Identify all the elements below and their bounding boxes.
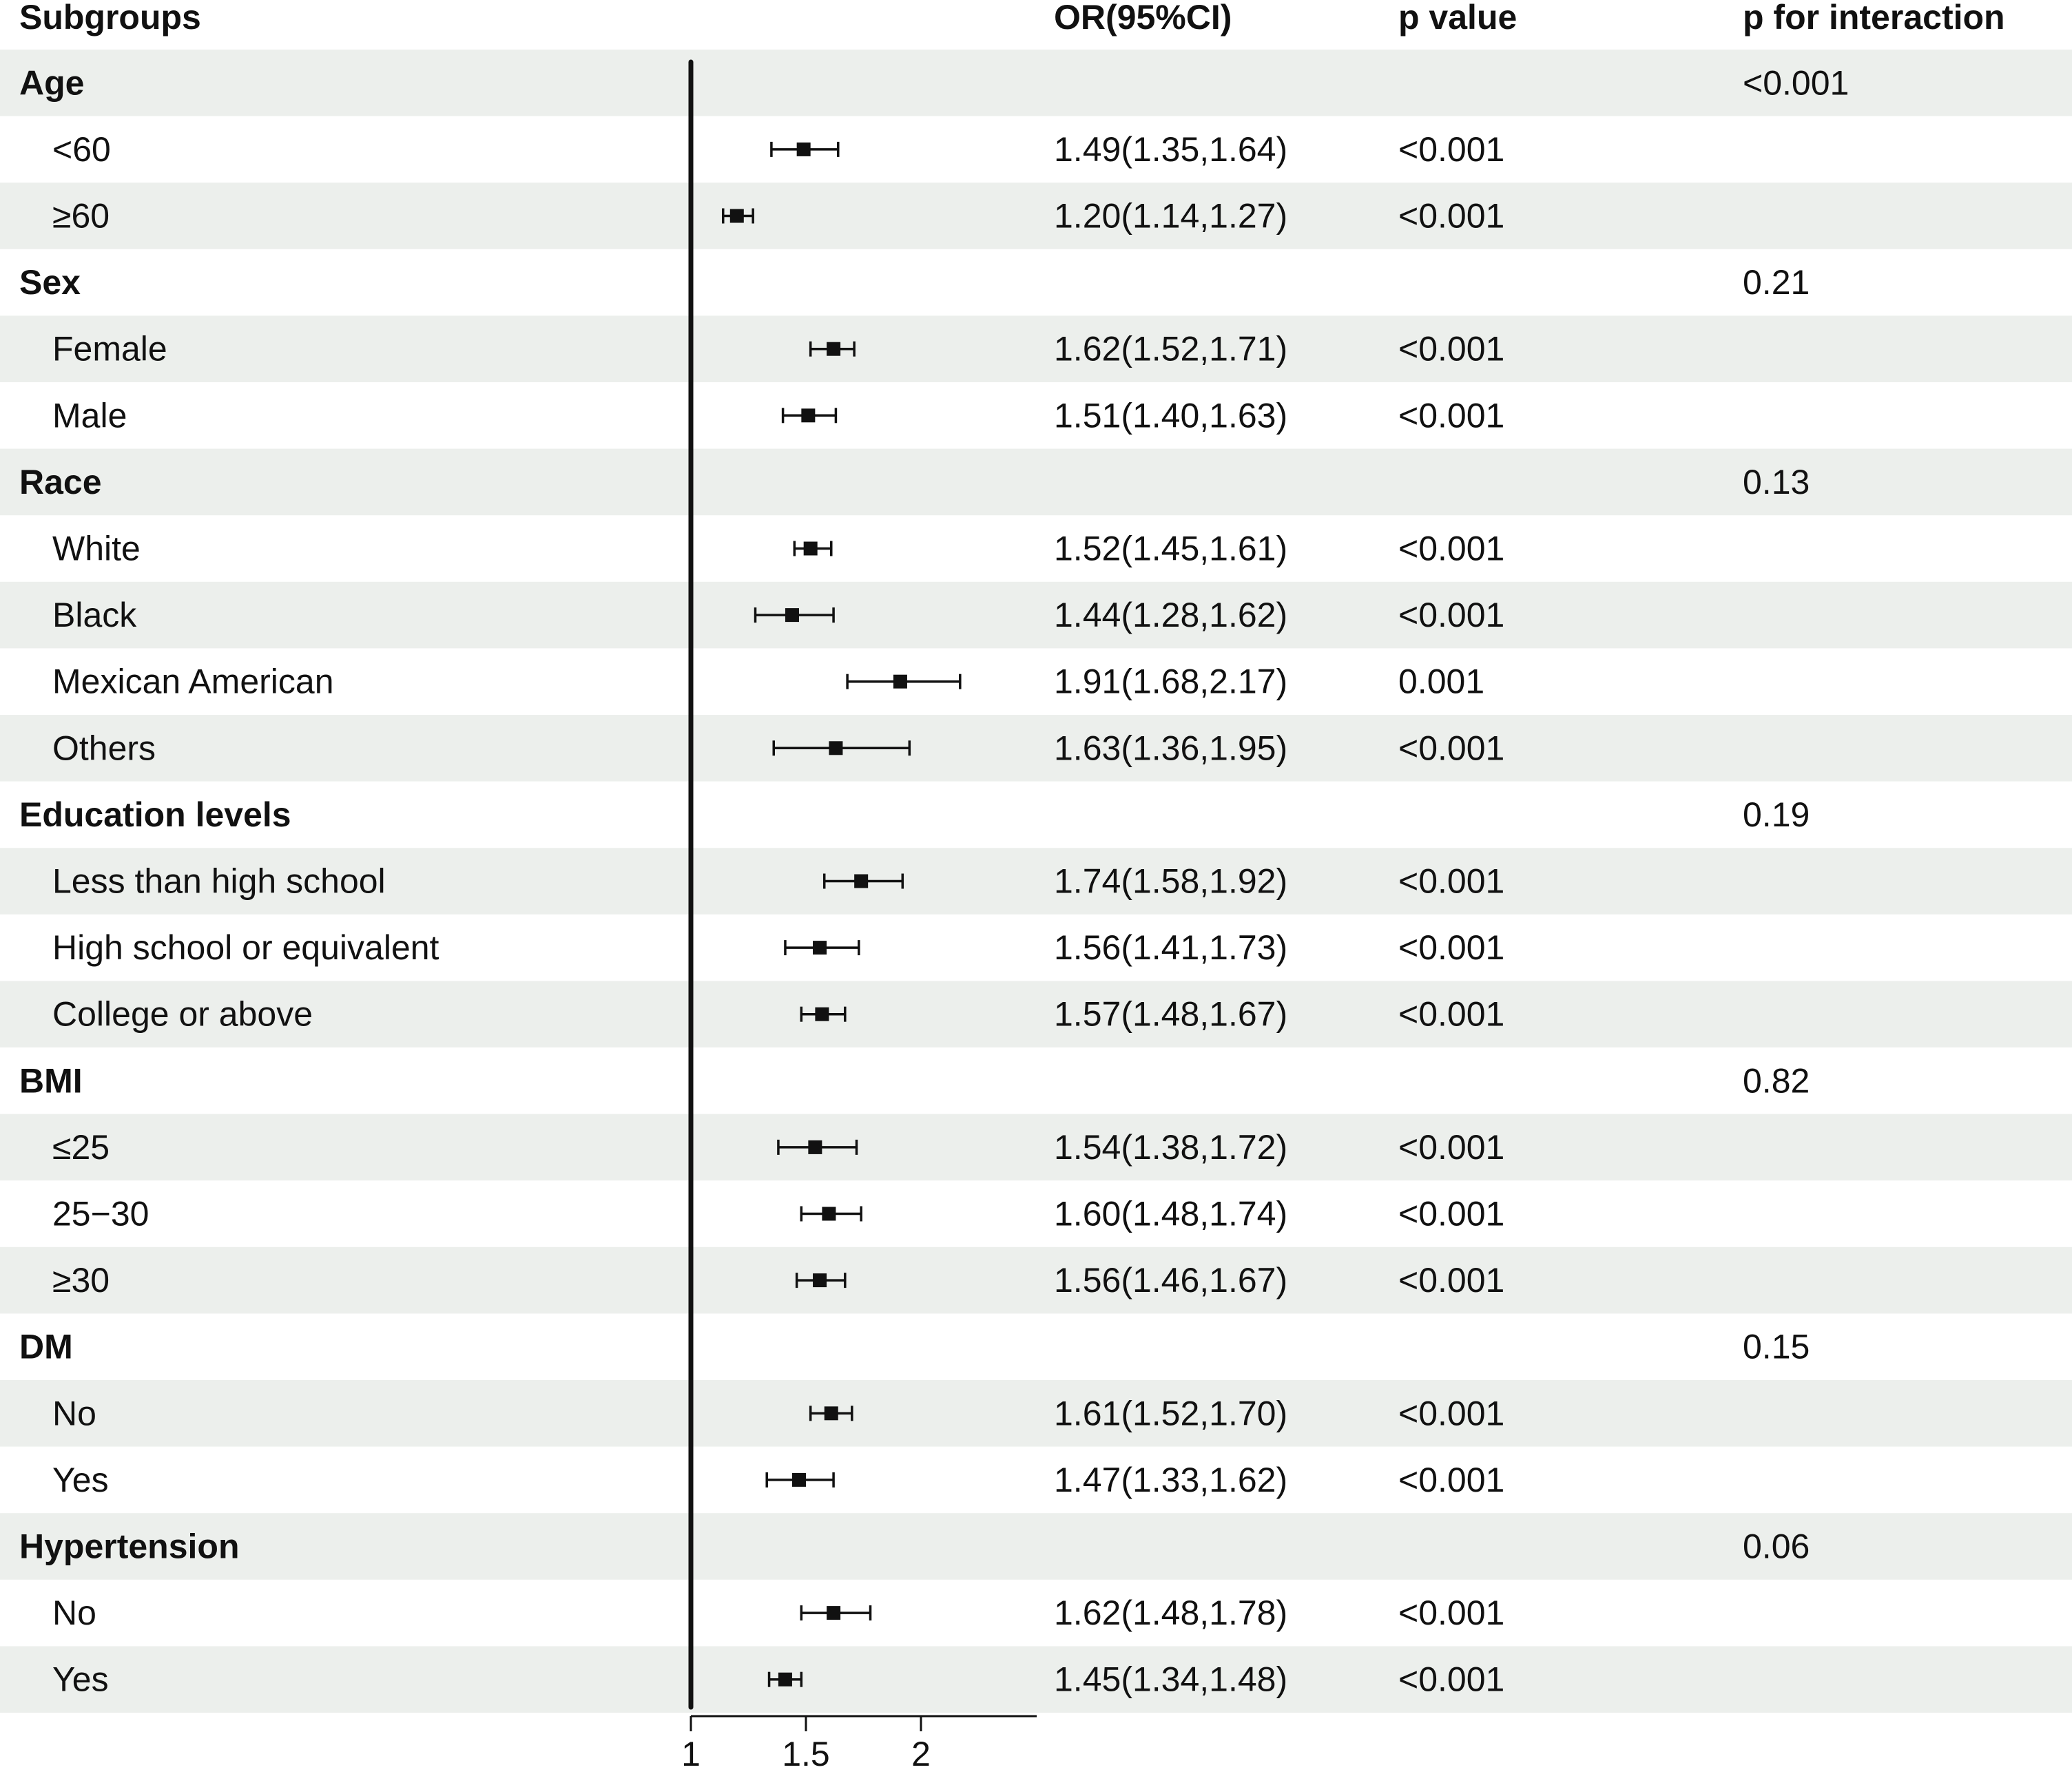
row-background [0, 582, 2072, 649]
p-interaction-value: <0.001 [1743, 63, 1850, 103]
or-ci-value: 1.47(1.33,1.62) [1054, 1460, 1288, 1499]
p-interaction-value: 0.13 [1743, 462, 1810, 501]
row-background [0, 1247, 2072, 1314]
p-value: <0.001 [1398, 1660, 1505, 1699]
header-row [19, 0, 2005, 36]
group-label: BMI [19, 1061, 83, 1100]
p-value: <0.001 [1398, 596, 1505, 635]
or-ci-value: 1.56(1.41,1.73) [1054, 928, 1288, 968]
point-estimate [797, 143, 811, 156]
p-interaction-value: 0.21 [1743, 263, 1810, 302]
row-background [0, 182, 2072, 249]
point-estimate [815, 1008, 829, 1021]
row-background [0, 1380, 2072, 1447]
p-interaction-value: 0.82 [1743, 1061, 1810, 1100]
or-ci-value: 1.61(1.52,1.70) [1054, 1394, 1288, 1433]
point-estimate [808, 1140, 822, 1154]
point-estimate [778, 1673, 792, 1687]
subgroup-label: ≥30 [52, 1261, 110, 1300]
point-estimate [813, 1273, 827, 1287]
point-estimate [893, 675, 907, 689]
x-axis-tick-label: 2 [911, 1735, 931, 1773]
subgroup-label: Female [52, 329, 167, 368]
or-ci-value: 1.56(1.46,1.67) [1054, 1261, 1288, 1300]
or-ci-value: 1.20(1.14,1.27) [1054, 196, 1288, 236]
x-axis-tick-label: 1.5 [782, 1735, 830, 1773]
group-label: Age [19, 63, 85, 103]
subgroup-label: Less than high school [52, 862, 386, 901]
subgroup-label: Black [52, 596, 137, 635]
or-ci-value: 1.60(1.48,1.74) [1054, 1194, 1288, 1233]
p-value: <0.001 [1398, 1194, 1505, 1233]
subgroup-label: ≤25 [52, 1127, 110, 1167]
p-value: <0.001 [1398, 1594, 1505, 1633]
or-ci-value: 1.45(1.34,1.48) [1054, 1660, 1288, 1699]
group-label: DM [19, 1327, 73, 1366]
subgroup-label: 25−30 [52, 1194, 149, 1233]
subgroup-label: Yes [52, 1660, 109, 1699]
x-axis [681, 1716, 1037, 1773]
subgroup-label: Male [52, 396, 127, 435]
p-value: <0.001 [1398, 1261, 1505, 1300]
group-label: Sex [19, 263, 81, 302]
or-ci-value: 1.57(1.48,1.67) [1054, 994, 1288, 1034]
p-value: <0.001 [1398, 396, 1505, 435]
or-ci-value: 1.51(1.40,1.63) [1054, 396, 1288, 435]
p-value: <0.001 [1398, 529, 1505, 568]
subgroup-label: Yes [52, 1460, 109, 1499]
or-ci-value: 1.44(1.28,1.62) [1054, 596, 1288, 635]
subgroup-label: Others [52, 729, 156, 768]
p-value: <0.001 [1398, 329, 1505, 368]
or-ci-value: 1.49(1.35,1.64) [1054, 129, 1288, 169]
subgroup-label: No [52, 1394, 96, 1433]
group-label: Race [19, 462, 102, 501]
p-value: <0.001 [1398, 129, 1505, 169]
or-ci-value: 1.62(1.52,1.71) [1054, 329, 1288, 368]
or-ci-value: 1.62(1.48,1.78) [1054, 1594, 1288, 1633]
subgroup-label: White [52, 529, 141, 568]
or-ci-value: 1.91(1.68,2.17) [1054, 662, 1288, 701]
point-estimate [730, 209, 744, 223]
group-label: Education levels [19, 795, 291, 834]
point-estimate [785, 608, 799, 622]
row-background [0, 715, 2072, 782]
point-estimate [813, 941, 827, 954]
point-estimate [854, 875, 868, 888]
or-ci-value: 1.74(1.58,1.92) [1054, 862, 1288, 901]
point-estimate [804, 542, 818, 556]
p-value: <0.001 [1398, 862, 1505, 901]
header-or: OR(95%CI) [1054, 0, 1232, 36]
or-ci-value: 1.52(1.45,1.61) [1054, 529, 1288, 568]
row-background [0, 1646, 2072, 1713]
p-value: <0.001 [1398, 1394, 1505, 1433]
point-estimate [825, 1406, 838, 1420]
p-value: 0.001 [1398, 662, 1485, 701]
header-p-interaction: p for interaction [1743, 0, 2005, 36]
p-interaction-value: 0.06 [1743, 1527, 1810, 1566]
p-value: <0.001 [1398, 994, 1505, 1034]
p-value: <0.001 [1398, 1127, 1505, 1167]
header-subgroups: Subgroups [19, 0, 201, 36]
or-ci-value: 1.63(1.36,1.95) [1054, 729, 1288, 768]
p-value: <0.001 [1398, 1460, 1505, 1499]
subgroup-label: ≥60 [52, 196, 110, 236]
point-estimate [822, 1207, 836, 1221]
point-estimate [792, 1473, 806, 1487]
point-estimate [829, 741, 842, 755]
group-label: Hypertension [19, 1527, 240, 1566]
header-p-value: p value [1398, 0, 1517, 36]
point-estimate [827, 1606, 840, 1620]
row-background [0, 315, 2072, 382]
subgroup-label: High school or equivalent [52, 928, 439, 968]
x-axis-tick-label: 1 [681, 1735, 701, 1773]
p-interaction-value: 0.15 [1743, 1327, 1810, 1366]
p-interaction-value: 0.19 [1743, 795, 1810, 834]
p-value: <0.001 [1398, 729, 1505, 768]
p-value: <0.001 [1398, 928, 1505, 968]
point-estimate [827, 342, 840, 356]
point-estimate [801, 408, 815, 422]
row-background [0, 1114, 2072, 1181]
subgroup-label: <60 [52, 129, 111, 169]
subgroup-label: Mexican American [52, 662, 334, 701]
subgroup-label: No [52, 1594, 96, 1633]
subgroup-label: College or above [52, 994, 313, 1034]
or-ci-value: 1.54(1.38,1.72) [1054, 1127, 1288, 1167]
p-value: <0.001 [1398, 196, 1505, 236]
